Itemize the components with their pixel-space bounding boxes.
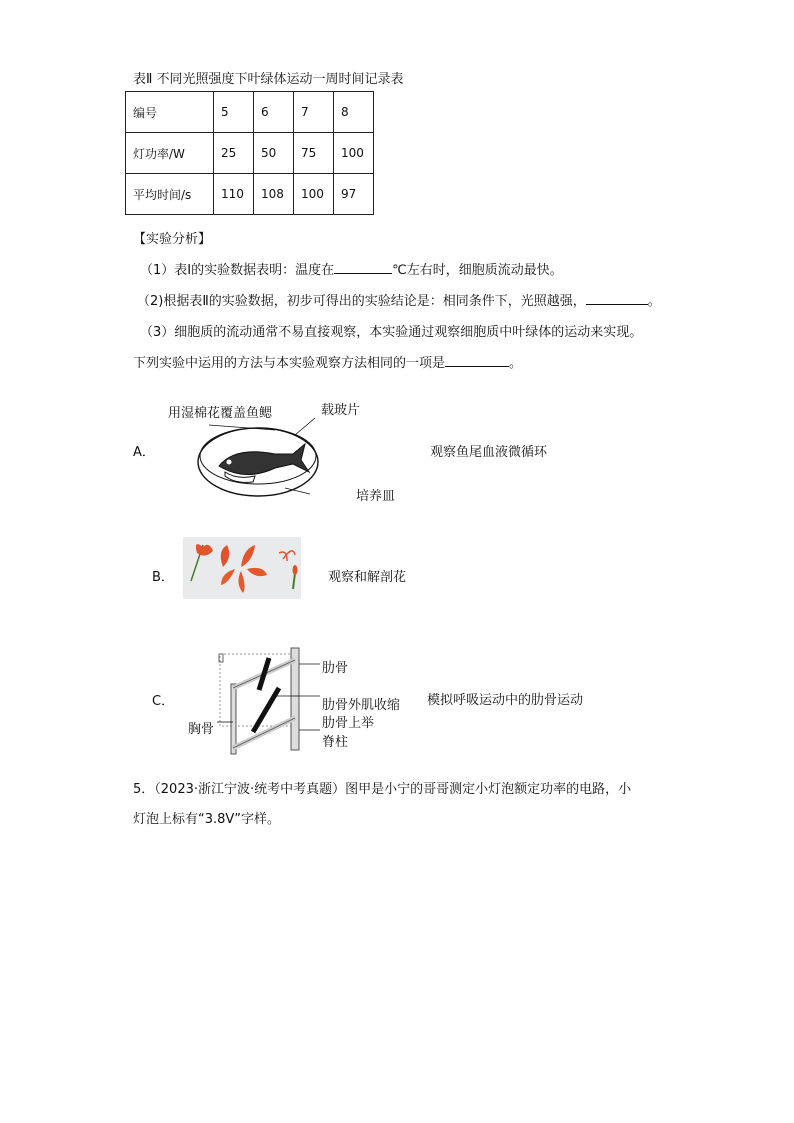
table-row <box>126 174 374 215</box>
table-cell: 100 <box>294 174 334 215</box>
label-sternum: 胸骨 <box>188 722 215 737</box>
table-cell: 6 <box>254 92 294 133</box>
table-cell: 50 <box>254 133 294 174</box>
answer-blank[interactable] <box>586 292 648 305</box>
label-wet-cotton: 用湿棉花覆盖鱼鳃 <box>168 406 273 421</box>
question-3-text-b: 。 <box>509 356 523 371</box>
question-3-line1: （3）细胞质的流动通常不易直接观察，本实验通过观察细胞质中叶绿体的运动来实现。 <box>140 325 643 340</box>
label-petri-dish: 培养皿 <box>356 489 396 504</box>
table-row <box>126 92 374 133</box>
table-cell: 7 <box>294 92 334 133</box>
table-cell: 75 <box>294 133 334 174</box>
question-2-text-a: （2)根据表Ⅱ的实验数据，初步可得出的实验结论是：相同条件下，光照越强， <box>137 294 586 309</box>
table-cell: 25 <box>214 133 254 174</box>
table-cell: 平均时间/s <box>126 174 214 215</box>
question-2 <box>137 290 661 309</box>
option-c-letter: C． <box>152 694 175 709</box>
table-cell: 8 <box>334 92 374 133</box>
flower-dissection-image <box>183 537 301 599</box>
question-1-text-b: ℃左右时，细胞质流动最快。 <box>392 263 563 278</box>
question-5-line2: 灯泡上标有“3.8V”字样。 <box>133 812 281 827</box>
answer-blank[interactable] <box>334 261 392 274</box>
label-external-intercostal: 肋骨外肌收缩 <box>322 698 401 713</box>
label-glass-slide: 载玻片 <box>321 403 361 418</box>
option-a-description: 观察鱼尾血液微循环 <box>430 445 548 460</box>
question-1-text-a: （1）表Ⅰ的实验数据表明：温度在 <box>140 263 335 278</box>
fish-dish-figure <box>195 410 325 505</box>
question-3-text-a: 下列实验中运用的方法与本实验观察方法相同的一项是 <box>133 356 446 371</box>
table-cell: 灯功率/W <box>126 133 214 174</box>
table-cell: 110 <box>214 174 254 215</box>
rib-model-figure <box>215 640 325 755</box>
label-spine: 脊柱 <box>322 735 349 750</box>
question-1 <box>140 259 563 278</box>
table-row <box>126 133 374 174</box>
answer-blank[interactable] <box>445 354 509 367</box>
question-3-line2 <box>133 352 522 371</box>
option-a-letter: A． <box>133 445 155 460</box>
option-b-letter: B． <box>152 570 174 585</box>
record-table <box>125 91 374 215</box>
option-b-description: 观察和解剖花 <box>328 570 407 585</box>
analysis-heading: 【实验分析】 <box>133 232 212 247</box>
table-cell: 5 <box>214 92 254 133</box>
option-c-description: 模拟呼吸运动中的肋骨运动 <box>427 693 584 708</box>
label-rib-raised: 肋骨上举 <box>322 716 375 731</box>
table-cell: 编号 <box>126 92 214 133</box>
question-5-line1: 5．（2023·浙江宁波·统考中考真题）图甲是小宁的哥哥测定小灯泡额定功率的电路，小 <box>133 782 632 797</box>
question-2-text-b: 。 <box>647 294 661 309</box>
label-rib: 肋骨 <box>322 661 349 676</box>
flower-petals-icon <box>183 537 301 599</box>
table-caption: 表Ⅱ 不同光照强度下叶绿体运动一周时间记录表 <box>133 72 404 87</box>
table-cell: 97 <box>334 174 374 215</box>
table-cell: 108 <box>254 174 294 215</box>
table-cell: 100 <box>334 133 374 174</box>
